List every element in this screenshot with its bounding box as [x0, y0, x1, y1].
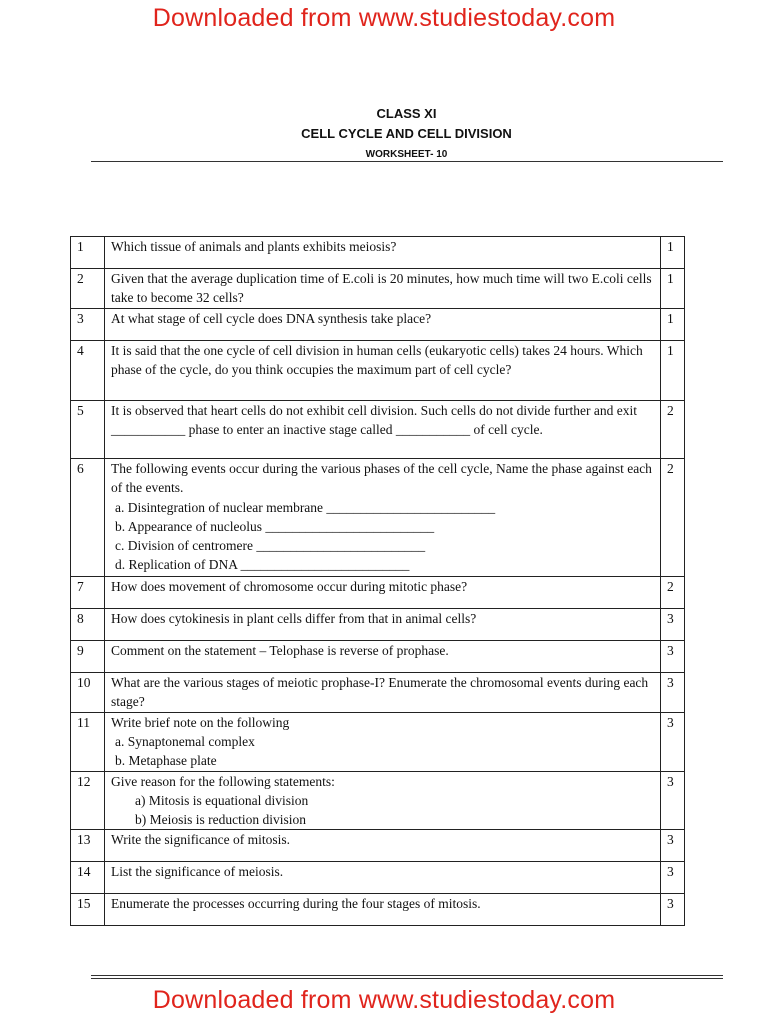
question-number: 15 [71, 894, 105, 926]
questions-table [70, 236, 685, 926]
question-text [105, 712, 661, 771]
question-row [71, 309, 685, 341]
question-marks: 1 [661, 341, 685, 401]
question-marks: 2 [661, 577, 685, 609]
question-line: It is observed that heart cells do not exhibit cell division. Such cells do not divide further and exit ___________ phase to enter an inactive stage called ___________ of cell cycle. [111, 403, 638, 438]
worksheet-heading: WORKSHEET- 10 [365, 149, 448, 160]
banner-top: Downloaded from www.studiestoday.com [152, 4, 616, 32]
question-marks: 3 [661, 894, 685, 926]
footer-rule-1 [91, 975, 723, 976]
question-subitem: d. Replication of DNA _________________________ [115, 557, 410, 573]
question-row [71, 894, 685, 926]
question-row [71, 609, 685, 641]
question-number: 10 [71, 673, 105, 713]
question-row [71, 712, 685, 771]
question-row [71, 269, 685, 309]
question-text [105, 341, 661, 401]
header-rule [91, 161, 723, 162]
question-marks: 3 [661, 673, 685, 713]
question-number: 11 [71, 712, 105, 771]
questions-body [71, 237, 685, 926]
question-line: List the significance of meiosis. [111, 864, 284, 880]
question-subitem: b) Meiosis is reduction division [135, 812, 306, 828]
question-number: 4 [71, 341, 105, 401]
question-line: Write brief note on the following [111, 714, 290, 730]
question-text [105, 830, 661, 862]
question-marks: 2 [661, 459, 685, 577]
question-marks: 2 [661, 401, 685, 459]
question-text [105, 237, 661, 269]
question-subitem: b. Appearance of nucleolus _________________________ [115, 518, 435, 534]
question-text [105, 269, 661, 309]
class-heading: CLASS XI [376, 106, 437, 121]
question-line: Comment on the statement – Telophase is reverse of prophase. [111, 643, 449, 658]
question-line: It is said that the one cycle of cell division in human cells (eukaryotic cells) takes 24 hours. Which phase of the cycle, do you think occupies the maximum part of cell cycle? [111, 343, 643, 378]
question-text [105, 577, 661, 609]
question-text [105, 459, 661, 577]
question-number: 8 [71, 609, 105, 641]
question-line: What are the various stages of meiotic prophase-I? Enumerate the chromosomal events during each stage? [111, 675, 649, 710]
question-subitem: a. Disintegration of nuclear membrane _________________________ [115, 499, 496, 515]
question-number: 12 [71, 771, 105, 830]
question-marks: 1 [661, 269, 685, 309]
question-line: At what stage of cell cycle does DNA synthesis take place? [111, 311, 432, 326]
question-row [71, 237, 685, 269]
question-text [105, 894, 661, 926]
question-number: 1 [71, 237, 105, 269]
question-line: Which tissue of animals and plants exhibits meiosis? [111, 239, 397, 254]
question-text [105, 401, 661, 459]
footer-rule-2 [91, 978, 723, 979]
question-subitem: a. Synaptonemal complex [115, 733, 255, 749]
question-number: 13 [71, 830, 105, 862]
question-number: 5 [71, 401, 105, 459]
question-number: 2 [71, 269, 105, 309]
question-number: 7 [71, 577, 105, 609]
question-row [71, 771, 685, 830]
question-row [71, 673, 685, 713]
question-row [71, 401, 685, 459]
question-row [71, 459, 685, 577]
question-number: 14 [71, 862, 105, 894]
question-row [71, 577, 685, 609]
question-marks: 3 [661, 641, 685, 673]
question-marks: 3 [661, 712, 685, 771]
chapter-heading: CELL CYCLE AND CELL DIVISION [301, 126, 512, 141]
question-text [105, 673, 661, 713]
question-number: 3 [71, 309, 105, 341]
question-line: Enumerate the processes occurring during the four stages of mitosis. [111, 896, 481, 912]
question-subitem: c. Division of centromere _________________________ [115, 538, 426, 554]
question-row [71, 341, 685, 401]
question-text [105, 609, 661, 641]
question-subitem: a) Mitosis is equational division [135, 792, 309, 808]
question-text [105, 641, 661, 673]
question-marks: 3 [661, 609, 685, 641]
banner-bottom: Downloaded from www.studiestoday.com [152, 986, 616, 1014]
question-marks: 3 [661, 771, 685, 830]
question-row [71, 830, 685, 862]
question-text [105, 862, 661, 894]
question-row [71, 862, 685, 894]
question-line: How does movement of chromosome occur during mitotic phase? [111, 579, 468, 594]
question-line: Given that the average duplication time of E.coli is 20 minutes, how much time will two E.coli cells take to become 32 cells? [111, 271, 652, 306]
question-marks: 3 [661, 862, 685, 894]
question-marks: 3 [661, 830, 685, 862]
question-marks: 1 [661, 237, 685, 269]
question-line: Write the significance of mitosis. [111, 832, 291, 848]
question-number: 9 [71, 641, 105, 673]
question-line: The following events occur during the various phases of the cell cycle, Name the phase against each of the events. [111, 461, 652, 496]
question-line: How does cytokinesis in plant cells differ from that in animal cells? [111, 611, 477, 626]
question-number: 6 [71, 459, 105, 577]
question-row [71, 641, 685, 673]
question-line: Give reason for the following statements: [111, 773, 335, 789]
question-text [105, 309, 661, 341]
question-marks: 1 [661, 309, 685, 341]
question-subitem: b. Metaphase plate [115, 753, 217, 769]
question-text [105, 771, 661, 830]
